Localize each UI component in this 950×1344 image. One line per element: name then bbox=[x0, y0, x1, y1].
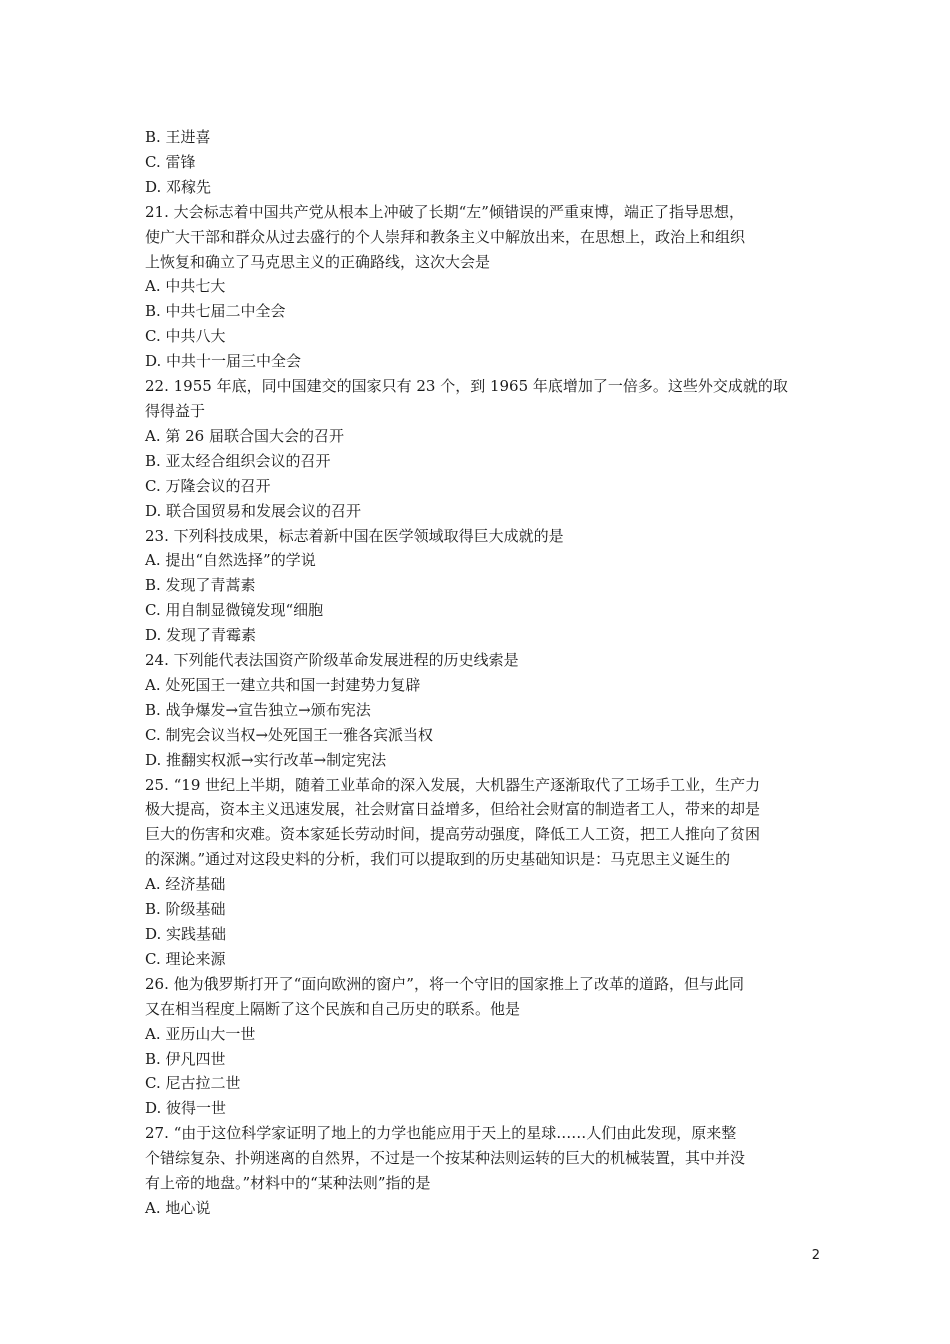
question-22-stem: 得得益于 bbox=[145, 401, 206, 420]
question-25-stem: 的深渊。”通过对这段史料的分析，我们可以提取到的历史基础知识是：马克思主义诞生的 bbox=[145, 850, 731, 869]
question-25-stem: 巨大的伤害和灾难。资本家延长劳动时间，提高劳动强度，降低工人工资，把工人推向了贫困 bbox=[145, 825, 761, 844]
option-line: D. 邓稼先 bbox=[145, 177, 212, 196]
option-line: C. 中共八大 bbox=[145, 327, 226, 346]
option-line: B. 中共七届二中全会 bbox=[145, 302, 286, 321]
page-number: 2 bbox=[811, 1248, 820, 1263]
question-21-stem: 21. 大会标志着中国共产党从根本上冲破了长期“左”倾错误的严重束博，端正了指导思想， bbox=[145, 202, 744, 221]
option-line: C. 尼古拉二世 bbox=[145, 1074, 241, 1093]
question-26-stem: 26. 他为俄罗斯打开了“面向欧洲的窗户”，将一个守旧的国家推上了改革的道路，但与此同 bbox=[145, 974, 744, 993]
question-27-stem: 个错综复杂、扑朔迷离的自然界，不过是一个按某种法则运转的巨大的机械装置，其中并没 bbox=[145, 1149, 746, 1168]
option-line: A. 提出“自然选择”的学说 bbox=[145, 551, 316, 570]
option-line: A. 第 26 届联合国大会的召开 bbox=[145, 426, 344, 445]
question-25-stem: 极大提高，资本主义迅速发展，社会财富日益增多，但给社会财富的制造者工人，带来的却是 bbox=[145, 800, 761, 819]
option-line: C. 雷锋 bbox=[145, 152, 196, 171]
question-26-stem: 又在相当程度上隔断了这个民族和自己历史的联系。他是 bbox=[145, 999, 521, 1018]
question-21-stem: 上恢复和确立了马克思主义的正确路线，这次大会是 bbox=[145, 252, 491, 271]
option-line: D. 实践基础 bbox=[145, 925, 227, 943]
option-line: C. 理论来源 bbox=[145, 949, 226, 968]
option-line: A. 处死国王一建立共和国一封建势力复辟 bbox=[145, 675, 421, 694]
question-21-stem: 使广大干部和群众从过去盛行的个人崇拜和教条主义中解放出来，在思想上，政治上和组织 bbox=[145, 227, 746, 246]
question-22-stem: 22. 1955 年底，同中国建交的国家只有 23 个，到 1965 年底增加了一倍多。这些外交成就的取 bbox=[145, 377, 788, 396]
question-23-stem: 23. 下列科技成果，标志着新中国在医学领域取得巨大成就的是 bbox=[145, 526, 564, 545]
option-line: C. 用自制显微镜发现“细胞 bbox=[145, 601, 324, 620]
option-line: A. 地心说 bbox=[145, 1198, 211, 1217]
option-line: B. 战争爆发→宣告独立→颁布宪法 bbox=[145, 700, 371, 719]
option-line: B. 发现了青蒿素 bbox=[145, 576, 256, 595]
option-line: D. 联合国贸易和发展会议的召开 bbox=[145, 501, 362, 520]
option-line: A. 亚历山大一世 bbox=[145, 1024, 256, 1043]
option-line: C. 万隆会议的召开 bbox=[145, 476, 271, 495]
option-line: D. 推翻实权派→实行改革→制定宪法 bbox=[145, 750, 387, 769]
question-24-stem: 24. 下列能代表法国资产阶级革命发展进程的历史线索是 bbox=[145, 651, 519, 670]
question-25-stem: 25. “19 世纪上半期，随着工业革命的深入发展，大机器生产逐渐取代了工场手工业，生产力 bbox=[145, 775, 761, 794]
option-line: B. 阶级基础 bbox=[145, 900, 226, 919]
option-line: C. 制宪会议当权→处死国王一雅各宾派当权 bbox=[145, 725, 434, 744]
option-line: A. 经济基础 bbox=[145, 875, 226, 894]
question-text-block bbox=[145, 125, 810, 1221]
option-line: D. 发现了青霉素 bbox=[145, 626, 257, 645]
option-line: B. 伊凡四世 bbox=[145, 1049, 226, 1068]
option-line: B. 王进喜 bbox=[145, 128, 211, 146]
question-27-stem: 有上帝的地盘。”材料中的“某种法则”指的是 bbox=[145, 1174, 431, 1193]
option-line: A. 中共七大 bbox=[145, 277, 226, 296]
option-line: B. 亚太经合组织会议的召开 bbox=[145, 451, 331, 470]
option-line: D. 彼得一世 bbox=[145, 1099, 227, 1118]
question-27-stem: 27. “由于这位科学家证明了地上的力学也能应用于天上的星球……人们由此发现，原来整 bbox=[145, 1124, 737, 1143]
option-line: D. 中共十一届三中全会 bbox=[145, 352, 302, 371]
